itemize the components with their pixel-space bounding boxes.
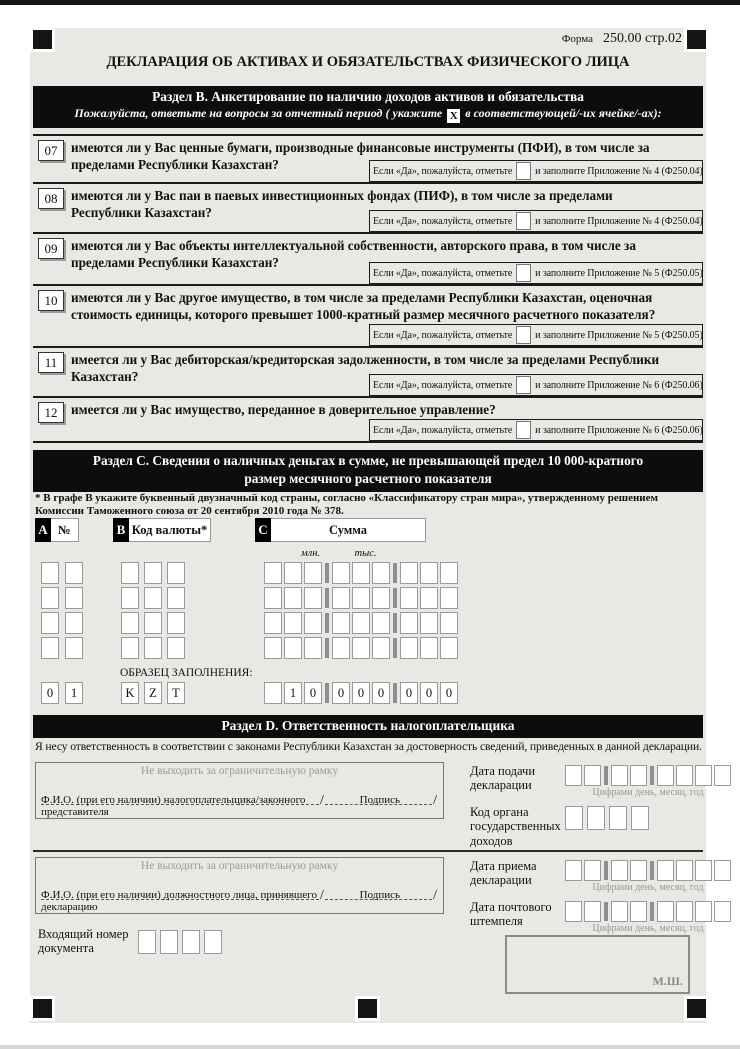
currency-code-cells [121, 637, 185, 659]
date-postmark-cell[interactable] [714, 901, 731, 922]
yes-note-before: Если «Да», пожалуйста, отметьте [373, 267, 513, 279]
date-postmark-cell[interactable] [695, 901, 712, 922]
incoming-number-cell[interactable] [182, 930, 200, 954]
yes-checkbox[interactable] [516, 376, 531, 394]
authority-code-cell[interactable] [565, 806, 583, 830]
questionnaire [33, 134, 703, 443]
row-number-cells [41, 637, 83, 659]
date-submit-cell[interactable] [695, 765, 712, 786]
country-code-footnote: * В графе В укажите буквенный двузначный код страны, согласно «Классификатору стран мира», утвержденному решением Комиссии Таможенного союза от 20 сентября 2010 года № 378. [35, 492, 659, 517]
row-number-cells [41, 562, 83, 584]
amount-digit-cell[interactable] [372, 612, 390, 634]
date-accept-cell[interactable] [657, 860, 674, 881]
incoming-number-label: Входящий номер документа [38, 927, 129, 956]
stamp-area [505, 935, 690, 994]
authority-code-group [470, 805, 706, 848]
amount-digit-cell[interactable] [304, 562, 322, 584]
row-number-cell[interactable] [41, 562, 59, 584]
group-divider [325, 613, 329, 633]
question-text: имеются ли у Вас ценные бумаги, производные финансовые инструменты (ПФИ), в том числе за пределами Республики Казахстан? [71, 140, 650, 173]
date-postmark-label: Дата почтового штемпеля [470, 900, 552, 929]
yes-note-before: Если «Да», пожалуйста, отметьте [373, 379, 513, 391]
signature-caption: Подпись [359, 794, 400, 806]
top-edge [0, 0, 740, 5]
cash-table [33, 518, 703, 704]
signature-captions [41, 794, 438, 818]
amount-digit-cell[interactable] [440, 587, 458, 609]
currency-code-cell[interactable] [144, 637, 162, 659]
cash-row [33, 612, 703, 634]
group-divider [325, 638, 329, 658]
millions-label: млн. [300, 548, 321, 559]
question-text: имеются ли у Вас другое имущество, в том числе за пределами Республики Казахстан, оценочная стоимость единицы, которого превышет 1000-кратный размер месячного расчетного показателя? [71, 290, 656, 323]
section-c-header [33, 450, 703, 492]
yes-note [369, 210, 703, 232]
slash-separator: / [433, 793, 437, 808]
amount-digit-cell[interactable] [372, 562, 390, 584]
date-accept-label: Дата приема декларации [470, 859, 537, 888]
column-a-letter: А [35, 518, 51, 542]
question-row-07 [33, 136, 703, 182]
date-submit-cell[interactable] [657, 765, 674, 786]
date-caption: Цифрами день, месяц, год [592, 882, 704, 893]
registration-mark [33, 30, 52, 49]
currency-code-cells [121, 612, 185, 634]
amount-digit-cell[interactable] [284, 587, 302, 609]
sample-cell: 0 [440, 682, 458, 704]
amount-digit-cell[interactable] [304, 587, 322, 609]
signature-caption: Подпись [359, 889, 400, 901]
group-divider [604, 861, 608, 880]
currency-code-cell[interactable] [121, 637, 139, 659]
registration-mark [687, 999, 706, 1018]
registration-mark [358, 999, 377, 1018]
question-number: 08 [38, 188, 64, 209]
incoming-number-cell[interactable] [160, 930, 178, 954]
sample-cell: Z [144, 682, 162, 704]
amount-cells [264, 612, 458, 634]
yes-note [369, 419, 703, 441]
amount-digit-cell[interactable] [440, 562, 458, 584]
date-accept-cell[interactable] [695, 860, 712, 881]
page-title: ДЕКЛАРАЦИЯ ОБ АКТИВАХ И ОБЯЗАТЕЛЬСТВАХ ФИЗИЧЕСКОГО ЛИЦА [106, 54, 630, 70]
date-accept-cells [565, 860, 731, 881]
date-accept-cell[interactable] [584, 860, 601, 881]
sample-cell: 0 [332, 682, 350, 704]
yes-note-before: Если «Да», пожалуйста, отметьте [373, 215, 513, 227]
taxpayer-signature-row [35, 762, 703, 855]
amount-cells [264, 637, 458, 659]
date-caption: Цифрами день, месяц, год [592, 787, 704, 798]
amount-digit-cell[interactable] [372, 637, 390, 659]
frame-hint: Не выходить за ограничительную рамку [140, 860, 339, 872]
amount-digit-cell[interactable] [284, 612, 302, 634]
slash-separator: / [433, 888, 437, 903]
date-accept-cell[interactable] [630, 860, 647, 881]
section-b-subtitle-after: в соответствующей/-их ячейке/-ах): [465, 106, 662, 120]
question-row-08 [33, 182, 703, 232]
question-number: 07 [38, 140, 64, 161]
date-submit-cells [565, 765, 731, 786]
thousands-label: тыс. [354, 548, 377, 559]
date-accept-cell[interactable] [565, 860, 582, 881]
currency-code-cell[interactable] [144, 612, 162, 634]
amount-digit-cell[interactable] [332, 612, 350, 634]
row-number-cell[interactable] [65, 587, 83, 609]
row-number-cell[interactable] [41, 587, 59, 609]
amount-digit-cell[interactable] [304, 612, 322, 634]
amount-digit-cell[interactable] [264, 637, 282, 659]
amount-digit-cell[interactable] [400, 612, 418, 634]
amount-digit-cell[interactable] [352, 587, 370, 609]
taxpayer-signature-area[interactable] [35, 762, 444, 819]
sample-cell: 0 [304, 682, 322, 704]
section-b-subtitle [43, 106, 693, 123]
slash-separator: / [320, 793, 324, 808]
amount-digit-cell[interactable] [352, 637, 370, 659]
sample-cell [264, 682, 282, 704]
incoming-number-group [38, 927, 222, 956]
sample-cell: 0 [400, 682, 418, 704]
amount-digit-cell[interactable] [420, 587, 438, 609]
amount-cells [264, 562, 458, 584]
sample-label: ОБРАЗЕЦ ЗАПОЛНЕНИЯ: [120, 667, 253, 679]
currency-code-cell[interactable] [121, 562, 139, 584]
yes-note-before: Если «Да», пожалуйста, отметьте [373, 165, 513, 177]
amount-digit-cell[interactable] [332, 587, 350, 609]
amount-digit-cell[interactable] [304, 637, 322, 659]
amount-digit-cell[interactable] [400, 637, 418, 659]
date-postmark-cell[interactable] [657, 901, 674, 922]
group-divider [393, 613, 397, 633]
amount-digit-cell[interactable] [420, 562, 438, 584]
date-submit-group [470, 764, 706, 798]
amount-digit-cell[interactable] [400, 587, 418, 609]
date-postmark-group [470, 900, 706, 934]
signature-captions [41, 889, 438, 913]
question-number: 09 [38, 238, 64, 259]
responsibility-statement: Я несу ответственность в соответствии с законами Республики Казахстан за достоверность сведений, приведенных в данной декларации. [35, 740, 702, 753]
sample-row [33, 682, 703, 704]
question-row-10 [33, 284, 703, 346]
cash-row [33, 637, 703, 659]
date-accept-group [470, 859, 706, 893]
yes-note-after: и заполните Приложение № 6 (Ф250.06) [535, 379, 703, 391]
currency-code-cell[interactable] [121, 612, 139, 634]
currency-code-cells [121, 562, 185, 584]
date-postmark-cell[interactable] [611, 901, 628, 922]
date-accept-cell[interactable] [676, 860, 693, 881]
stamp-label: М.Ш. [652, 974, 683, 988]
date-submit-cell[interactable] [714, 765, 731, 786]
date-postmark-cell[interactable] [630, 901, 647, 922]
row-number-cell[interactable] [41, 612, 59, 634]
group-divider [325, 683, 329, 703]
row-number-cells [41, 612, 83, 634]
group-divider [650, 861, 654, 880]
incoming-number-cells [138, 928, 222, 956]
yes-checkbox[interactable] [516, 326, 531, 344]
fio-caption: Ф.И.О. (при его наличии) налогоплательщика/законного представителя [41, 794, 306, 818]
yes-note-before: Если «Да», пожалуйста, отметьте [373, 424, 513, 436]
yes-note-after: и заполните Приложение № 5 (Ф250.05) [535, 267, 703, 279]
yes-checkbox[interactable] [516, 162, 531, 180]
incoming-number-cell[interactable] [204, 930, 222, 954]
incoming-number-cell[interactable] [138, 930, 156, 954]
slash-separator: / [320, 888, 324, 903]
currency-code-cell[interactable] [121, 587, 139, 609]
amount-digit-cell[interactable] [400, 562, 418, 584]
declaration-sheet [30, 28, 706, 1023]
registration-mark [33, 999, 52, 1018]
group-divider [393, 588, 397, 608]
row-number-cells [41, 587, 83, 609]
cash-table-headers [33, 518, 703, 542]
official-signature-area[interactable] [35, 857, 444, 914]
yes-note-after: и заполните Приложение № 4 (Ф250.04) [535, 215, 703, 227]
question-text: имеется ли у Вас имущество, переданное в доверительное управление? [71, 402, 496, 417]
group-divider [325, 563, 329, 583]
section-c-title-line2: размер месячного расчетного показателя [244, 470, 492, 486]
authority-code-label: Код органа государственных доходов [470, 805, 561, 848]
row-number-cell[interactable] [65, 637, 83, 659]
date-submit-cell[interactable] [611, 765, 628, 786]
yes-note-after: и заполните Приложение № 5 (Ф250.05) [535, 329, 703, 341]
sample-cell: K [121, 682, 139, 704]
yes-note [369, 374, 703, 396]
yes-checkbox[interactable] [516, 421, 531, 439]
yes-checkbox[interactable] [516, 212, 531, 230]
sample-currency-cells [121, 682, 185, 704]
date-postmark-cells [565, 901, 731, 922]
date-submit-label: Дата подачи декларации [470, 764, 536, 793]
cash-row [33, 587, 703, 609]
sample-number-cells [41, 682, 83, 704]
date-submit-cell[interactable] [565, 765, 582, 786]
authority-code-cell[interactable] [587, 806, 605, 830]
cash-row [33, 562, 703, 584]
date-accept-cell[interactable] [714, 860, 731, 881]
group-divider [393, 638, 397, 658]
group-divider [393, 563, 397, 583]
amount-digit-cell[interactable] [332, 562, 350, 584]
date-submit-cell[interactable] [676, 765, 693, 786]
date-submit-cell[interactable] [630, 765, 647, 786]
question-number: 12 [38, 402, 64, 423]
column-b-header: Код валюты* [129, 518, 211, 542]
sample-cell: 0 [352, 682, 370, 704]
yes-note-after: и заполните Приложение № 4 (Ф250.04) [535, 165, 703, 177]
column-b-letter: В [113, 518, 129, 542]
question-number: 11 [38, 352, 64, 373]
column-a-header: № [51, 518, 79, 542]
question-text: имеются ли у Вас паи в паевых инвестиционных фондах (ПИФ), в том числе за пределами Республики Казахстан? [71, 188, 613, 221]
row-number-cell[interactable] [41, 637, 59, 659]
yes-note [369, 160, 703, 182]
section-b-subtitle-before: Пожалуйста, ответьте на вопросы за отчетный период ( укажите [74, 106, 443, 120]
date-postmark-cell[interactable] [584, 901, 601, 922]
amount-digit-cell[interactable] [284, 637, 302, 659]
column-c-letter: С [255, 518, 271, 542]
date-caption: Цифрами день, месяц, год [592, 923, 704, 934]
amount-digit-cell[interactable] [264, 587, 282, 609]
date-submit-cell[interactable] [584, 765, 601, 786]
x-mark-sample: X [447, 109, 460, 123]
frame-hint: Не выходить за ограничительную рамку [140, 765, 339, 777]
row-number-cell[interactable] [65, 612, 83, 634]
yes-checkbox[interactable] [516, 264, 531, 282]
yes-note-before: Если «Да», пожалуйста, отметьте [373, 329, 513, 341]
amount-digit-cell[interactable] [440, 612, 458, 634]
group-divider [650, 902, 654, 921]
amount-digit-cell[interactable] [352, 562, 370, 584]
sample-cell: 0 [41, 682, 59, 704]
amount-cells [264, 587, 458, 609]
sample-cell: 1 [284, 682, 302, 704]
form-label: Форма [561, 33, 593, 45]
group-divider [325, 588, 329, 608]
section-c-title-line1: Раздел С. Сведения о наличных деньгах в сумме, не превышающей предел 10 000-кратного [92, 453, 644, 468]
amount-digit-cell[interactable] [420, 637, 438, 659]
section-b-header [33, 86, 703, 128]
form-number-line [562, 31, 682, 47]
sample-cell: 1 [65, 682, 83, 704]
sample-cell: 0 [372, 682, 390, 704]
question-text: имеется ли у Вас дебиторская/кредиторская задолженности, в том числе за пределами Республики Казахстан? [71, 352, 660, 385]
yes-note [369, 324, 703, 346]
amount-digit-cell[interactable] [420, 612, 438, 634]
section-divider [33, 850, 703, 852]
currency-code-cell[interactable] [167, 637, 185, 659]
amount-digit-cell[interactable] [352, 612, 370, 634]
authority-code-cell[interactable] [631, 806, 649, 830]
group-divider [604, 766, 608, 785]
fio-caption: Ф.И.О. (при его наличии) должностного лица, принявшего декларацию [41, 889, 318, 913]
question-row-12 [33, 396, 703, 441]
question-row-11 [33, 346, 703, 396]
currency-code-cell[interactable] [167, 612, 185, 634]
currency-code-cell[interactable] [144, 562, 162, 584]
authority-code-cell[interactable] [609, 806, 627, 830]
group-divider [393, 683, 397, 703]
authority-code-cells [565, 806, 649, 830]
group-divider [604, 902, 608, 921]
row-number-cell[interactable] [65, 562, 83, 584]
amount-digit-cell[interactable] [440, 637, 458, 659]
question-row-09 [33, 232, 703, 284]
date-postmark-cell[interactable] [565, 901, 582, 922]
currency-code-cells [121, 587, 185, 609]
section-d-header: Раздел D. Ответственность налогоплательщика [33, 715, 703, 738]
submit-fields [470, 762, 706, 855]
amount-digit-cell[interactable] [264, 562, 282, 584]
sample-cell: 0 [420, 682, 438, 704]
column-c-header: Сумма [271, 518, 426, 542]
currency-code-cell[interactable] [167, 562, 185, 584]
registration-mark [687, 30, 706, 49]
amount-digit-cell[interactable] [332, 637, 350, 659]
form-number: 250.00 стр.02 [602, 31, 682, 46]
group-divider [650, 766, 654, 785]
amount-digit-cell[interactable] [372, 587, 390, 609]
amount-unit-labels [33, 548, 703, 560]
sample-amount-cells [264, 682, 458, 704]
date-accept-cell[interactable] [611, 860, 628, 881]
yes-note [369, 262, 703, 284]
bottom-edge [0, 1045, 740, 1049]
currency-code-cell[interactable] [167, 587, 185, 609]
section-b-title: Раздел В. Анкетирование по наличию доходов активов и обязательства [152, 89, 584, 104]
amount-digit-cell[interactable] [264, 612, 282, 634]
currency-code-cell[interactable] [144, 587, 162, 609]
sample-cell: T [167, 682, 185, 704]
accept-fields [470, 857, 706, 941]
yes-note-after: и заполните Приложение № 6 (Ф250.06) [535, 424, 703, 436]
question-number: 10 [38, 290, 64, 311]
question-text: имеются ли у Вас объекты интеллектуальной собственности, авторского права, в том числе за пределами Республики Казахстан? [71, 238, 636, 271]
amount-digit-cell[interactable] [284, 562, 302, 584]
date-postmark-cell[interactable] [676, 901, 693, 922]
